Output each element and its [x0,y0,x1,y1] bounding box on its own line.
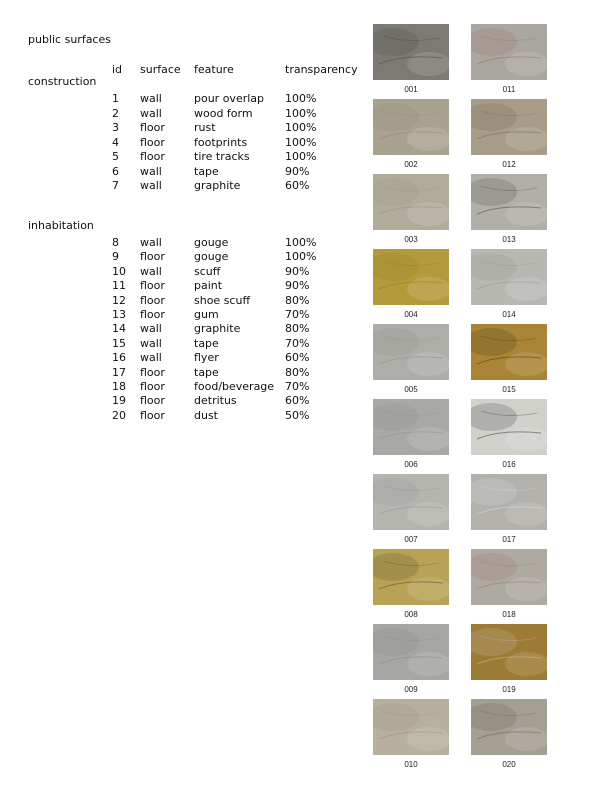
photo-caption: 005 [404,385,418,394]
photo-caption: 003 [404,235,418,244]
row-feature: flyer [194,351,219,365]
row-id: 11 [112,279,126,293]
row-transparency: 100% [285,121,317,134]
surface-photo [471,99,547,155]
photo-caption: 013 [502,235,516,244]
row-surface: wall [140,351,162,365]
photo-caption: 004 [404,310,418,319]
row-feature: tire tracks [194,150,250,163]
row-id: 5 [112,150,119,163]
row-transparency: 70% [285,380,310,393]
surface-photo [373,549,449,605]
row-id: 14 [112,322,126,336]
photo-caption: 015 [502,385,516,394]
row-surface: floor [140,293,165,307]
row-id: 16 [112,351,126,365]
row-transparency: 100% [285,92,317,105]
column-header-surface: surface [140,63,181,76]
photo-caption: 018 [502,610,516,619]
row-feature: paint [194,279,223,293]
photo-caption: 014 [502,310,516,319]
section-construction-label: construction [28,75,97,88]
surface-photo [373,474,449,530]
row-surface: floor [140,121,165,134]
row-id: 15 [112,336,126,350]
surface-photo [373,99,449,155]
photo-caption: 009 [404,685,418,694]
row-surface: floor [140,135,165,149]
surface-photo [373,624,449,680]
row-surface: floor [140,365,165,379]
row-transparency: 100% [285,150,317,163]
photo-caption: 002 [404,160,418,169]
row-feature: rust [194,121,216,134]
row-id: 20 [112,408,126,422]
row-feature: graphite [194,322,241,336]
row-transparency: 80% [285,293,310,307]
surface-photo [471,24,547,80]
row-feature: food/beverage [194,380,275,393]
surface-photo [373,699,449,755]
photo-caption: 019 [502,685,516,694]
surface-photo [373,324,449,380]
surface-photo [471,174,547,230]
row-feature: tape [194,336,219,350]
document-title: public surfaces [28,33,111,46]
photo-caption: 012 [502,160,516,169]
row-transparency: 100% [285,135,317,149]
row-feature: gouge [194,250,229,264]
surface-photo [373,249,449,305]
row-transparency: 80% [285,322,310,336]
row-surface: wall [140,92,162,105]
surface-photo [471,699,547,755]
surface-photo [373,24,449,80]
column-header-id: id [112,63,123,76]
photo-caption: 017 [502,535,516,544]
surface-photo [471,624,547,680]
surface-photo [373,399,449,455]
photo-caption: 006 [404,460,418,469]
row-surface: wall [140,264,162,278]
row-id: 10 [112,264,126,278]
row-feature: tape [194,365,219,379]
photo-caption: 007 [404,535,418,544]
surface-photo [471,549,547,605]
row-feature: graphite [194,179,241,192]
row-feature: shoe scuff [194,293,251,307]
row-feature: detritus [194,394,237,408]
row-id: 6 [112,164,119,178]
row-feature: gum [194,308,219,321]
surface-photo [471,399,547,455]
row-surface: floor [140,394,165,408]
row-transparency: 70% [285,336,310,350]
row-transparency: 100% [285,250,317,264]
photo-caption: 001 [404,85,418,94]
row-feature: tape [194,164,219,178]
surface-photo [471,324,547,380]
row-surface: floor [140,408,165,422]
photo-caption: 008 [404,610,418,619]
row-transparency: 90% [285,279,310,293]
row-id: 1 [112,92,119,105]
section-inhabitation-label: inhabitation [28,219,94,232]
row-transparency: 100% [285,236,317,249]
row-transparency: 60% [285,179,310,192]
column-header-transparency: transparency [285,63,358,76]
photo-caption: 011 [502,85,516,94]
row-transparency: 70% [285,308,310,321]
row-surface: wall [140,236,162,249]
row-feature: pour overlap [194,92,265,105]
row-id: 2 [112,106,119,120]
photo-caption: 016 [502,460,516,469]
photo-caption: 010 [404,760,418,769]
row-surface: floor [140,308,165,321]
row-id: 18 [112,380,126,393]
row-id: 13 [112,308,126,321]
row-id: 12 [112,293,126,307]
row-transparency: 80% [285,365,310,379]
row-transparency: 50% [285,408,310,422]
photo-caption: 020 [502,760,516,769]
row-feature: gouge [194,236,229,249]
row-id: 3 [112,121,119,134]
row-surface: floor [140,250,165,264]
row-surface: floor [140,279,165,293]
row-transparency: 60% [285,351,310,365]
row-id: 9 [112,250,119,264]
row-id: 17 [112,365,126,379]
surface-photo [373,174,449,230]
row-feature: scuff [194,264,221,278]
row-feature: dust [194,408,218,422]
row-feature: footprints [194,135,248,149]
row-surface: floor [140,380,165,393]
row-transparency: 60% [285,394,310,408]
row-surface: wall [140,106,162,120]
row-feature: wood form [194,106,253,120]
column-header-feature: feature [194,63,234,76]
row-id: 8 [112,236,119,249]
row-surface: wall [140,179,162,192]
row-id: 4 [112,135,119,149]
row-transparency: 90% [285,164,310,178]
row-transparency: 90% [285,264,310,278]
surface-photo [471,474,547,530]
row-surface: floor [140,150,165,163]
row-surface: wall [140,322,162,336]
surface-photo [471,249,547,305]
row-id: 7 [112,179,119,192]
row-id: 19 [112,394,126,408]
row-surface: wall [140,336,162,350]
row-surface: wall [140,164,162,178]
row-transparency: 100% [285,106,317,120]
